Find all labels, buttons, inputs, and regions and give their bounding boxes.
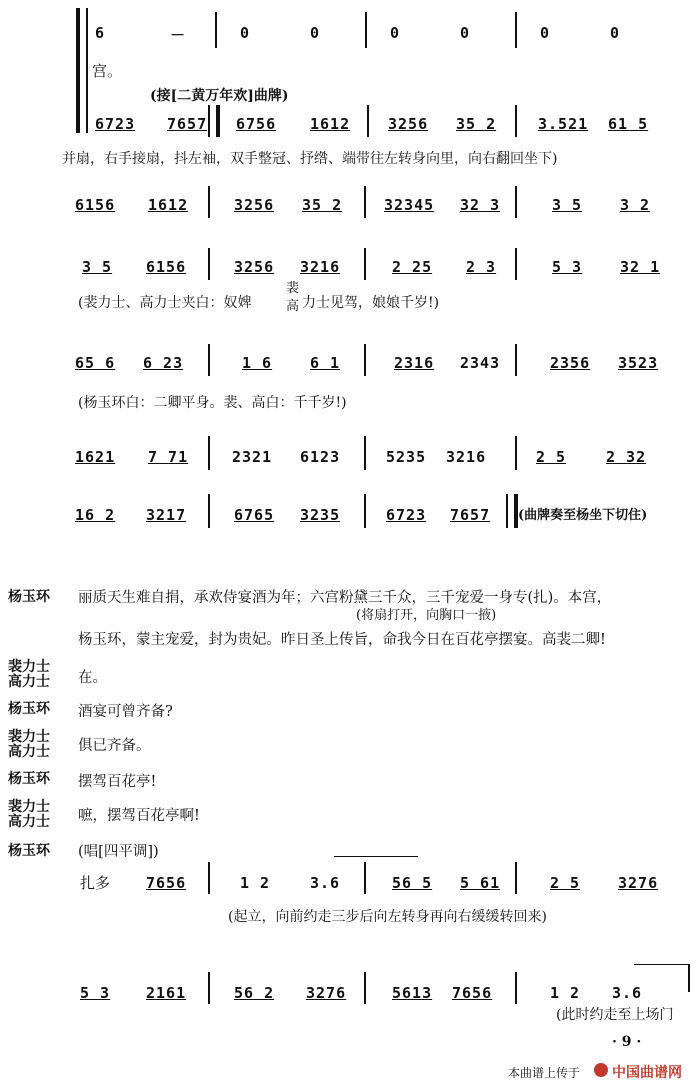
note: 65 6 [75,354,116,372]
note: 0 [310,24,321,42]
note: 5613 [392,984,433,1002]
slur-line [634,964,690,965]
note: 6756 [236,115,277,133]
stacked-name-top: 裴 [286,281,300,296]
qupai-note: (接[二黄万年欢]曲牌) [150,88,289,104]
barline [208,862,210,894]
note: 3.6 [612,984,643,1002]
note: 2 3 [466,258,497,276]
barline [364,344,366,376]
barline [515,248,517,280]
role-name: 高力士 [8,674,50,690]
note: 3.521 [538,115,589,133]
barline [515,862,517,894]
dialog-text: (裴力士、高力士夹白：奴婢 [78,295,252,311]
note: 1612 [310,115,351,133]
barline [208,248,210,280]
barline [215,12,217,48]
note: 6 [95,24,106,42]
note: 35 2 [456,115,497,133]
note: 7656 [146,874,187,892]
note: 6765 [234,506,275,524]
note: 0 [610,24,621,42]
page-number: · 9 · [612,1034,642,1050]
barline [208,436,210,470]
note: 3217 [146,506,187,524]
role-name: 杨玉环 [8,589,50,605]
script-text: 酒宴可曾齐备? [78,704,173,720]
note: 3256 [388,115,429,133]
note: 0 [390,24,401,42]
dialog-text: 力士见驾，娘娘千岁!) [302,295,440,311]
site-logo-text[interactable]: 中国曲谱网 [612,1065,682,1081]
note: 3276 [618,874,659,892]
note: 6156 [75,196,116,214]
system-bracket-thin [86,8,88,133]
note: 32 1 [620,258,661,276]
role-name: 高力士 [8,814,50,830]
lyric-word: 宫。 [92,62,123,80]
script-text: (唱[四平调]) [78,844,159,860]
note: 5 61 [460,874,501,892]
barline [364,436,366,470]
role-name: 裴力士 [8,659,50,675]
footer-text: 本曲谱上传于 [508,1066,581,1080]
barline [364,248,366,280]
note: 6123 [300,448,341,466]
note: 3256 [234,196,275,214]
role-name: 杨玉环 [8,701,50,717]
barline [515,436,517,470]
barline [365,12,367,48]
script-text: 杨玉环，蒙主宠爱，封为贵妃。昨日圣上传旨，命我今日在百花亭摆宴。高裴二卿! [78,632,606,648]
note: 61 5 [608,115,649,133]
role-name: 杨玉环 [8,771,50,787]
barline [208,344,210,376]
note: 6 1 [310,354,341,372]
barline [367,105,369,137]
note: 2321 [232,448,273,466]
slur-end [688,964,690,992]
dialog-line-2: (杨玉环白：二卿平身。裴、高白：千千岁!) [78,395,347,411]
stage-direction: (将扇打开，向胸口一掖) [356,608,497,623]
script-text: 丽质天生难自捐，承欢侍宴酒为年；六宫粉黛三千众，三千宠爱一身专(扎)。本宫， [78,590,612,606]
slur-line [334,856,418,857]
note: 7657 [450,506,491,524]
note: 2356 [550,354,591,372]
note: 7 71 [148,448,189,466]
note: 1 2 [550,984,581,1002]
barline [515,344,517,376]
script-text: 俱已齐备。 [78,738,151,754]
note: 7656 [452,984,493,1002]
note: 7657 [167,115,208,133]
note: 2161 [146,984,187,1002]
script-text: 嗻，摆驾百花亭啊! [78,808,200,824]
note: 2 32 [606,448,647,466]
note: 56 5 [392,874,433,892]
script-text: 摆驾百花亭! [78,774,157,790]
note: 3523 [618,354,659,372]
stage-direction: 并扇，右手接扇，抖左袖，双手整冠、抒绺、端带往左转身向里，向右翻回坐下) [62,151,558,167]
repeat-barline [208,105,220,137]
note: 2343 [460,354,501,372]
lyric-word: 扎多 [80,874,111,892]
note: 0 [240,24,251,42]
barline [515,12,517,48]
barline [364,972,366,1004]
note: 5235 [386,448,427,466]
note: 1612 [148,196,189,214]
note: 35 2 [302,196,343,214]
stage-direction: (起立，向前约走三步后向左转身再向右缓缓转回来) [228,909,547,925]
qupai-end-note: (曲牌奏至杨坐下切住) [518,508,648,523]
note: 3216 [300,258,341,276]
note: 3256 [234,258,275,276]
role-name: 裴力士 [8,799,50,815]
barline [208,972,210,1004]
note: 5 3 [80,984,111,1002]
barline [208,494,210,528]
note: 3235 [300,506,341,524]
note: 1 2 [240,874,271,892]
note: 0 [540,24,551,42]
system-bracket [76,8,86,133]
note: 1 6 [242,354,273,372]
note: 6156 [146,258,187,276]
note: 2 5 [550,874,581,892]
stacked-name-bottom: 高 [286,299,300,314]
note: 3 5 [82,258,113,276]
barline [364,862,366,894]
barline [364,494,366,528]
note: 5 3 [552,258,583,276]
note: 56 2 [234,984,275,1002]
note: 3 2 [620,196,651,214]
barline [364,186,366,218]
site-logo-icon [594,1063,608,1077]
note: 3 5 [552,196,583,214]
note: 16 2 [75,506,116,524]
barline [515,186,517,218]
note: 3.6 [310,874,341,892]
note: 6723 [386,506,427,524]
role-name: 杨玉环 [8,843,50,859]
note: 32 3 [460,196,501,214]
note: 3216 [446,448,487,466]
note: 6 23 [143,354,184,372]
note: 1621 [75,448,116,466]
script-text: 在。 [78,670,107,686]
role-name: 高力士 [8,744,50,760]
note: － [170,26,187,44]
barline [515,105,517,137]
note: 2 25 [392,258,433,276]
note: 2316 [394,354,435,372]
end-barline [506,494,518,528]
role-name: 裴力士 [8,729,50,745]
barline [208,186,210,218]
note: 32345 [384,196,435,214]
barline [515,972,517,1004]
note: 0 [460,24,471,42]
note: 6723 [95,115,136,133]
note: 2 5 [536,448,567,466]
note: 3276 [306,984,347,1002]
stage-direction: (此时约走至上场门 [556,1007,674,1023]
